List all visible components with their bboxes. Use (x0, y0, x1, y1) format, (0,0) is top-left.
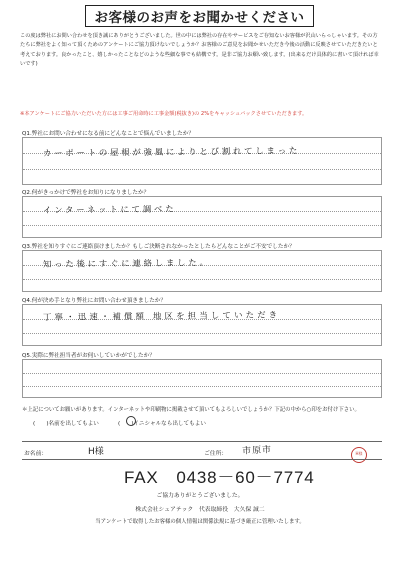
question-2-label: Q2.何がきっかけで弊社をお知りになりましたか？ (22, 190, 150, 196)
answer-box-4 (22, 304, 382, 346)
fax-number: FAX 0438－60－7774 (124, 468, 315, 487)
consent-option-name: ( )名前を出してもよい (33, 421, 99, 427)
answer-box-3 (22, 250, 382, 292)
selected-circle-mark (126, 416, 136, 426)
answer-line (23, 225, 381, 226)
consent-option-initial: ( )イニシャルなら出してもよい (118, 421, 206, 427)
answer-box-1 (22, 137, 382, 185)
intro-paragraph: この度は弊社にお問い合わせを頂き誠にありがとうございました。世の中には弊社の存在やサービスをご存知ないお客様が沢山いらっしゃいます。その方たちに弊社をよく知って頂くためのアンケートにご協力頂けないでしょうか？お客様のご意見をお聞かせいただき今後の活動に反映させていただきたいと考えております。良かったこと、嬉しかったことなどのような些細な事でも結構です。是非ご協力お願い致します。(出来るだけ具体的に書いて頂ければ幸いです) (20, 33, 379, 68)
company-signature: 株式会社シェアテック 代表取締役 大久保 誠二 (135, 507, 265, 513)
personal-seal-stamp: H様 (351, 447, 367, 463)
form-row-top-border (22, 441, 382, 442)
question-5-label: Q5.実際に弊社担当者がお伺いしていかがでしたか？ (22, 353, 155, 359)
answer-box-5 (22, 359, 382, 398)
answer-box-2 (22, 196, 382, 238)
answer-1-text: カーポートの屋根が強風によりとび割れてしまった (42, 145, 301, 158)
name-label: お名前： (24, 451, 48, 457)
answer-2-text: インターネットにて調べた (42, 203, 177, 215)
answer-line (23, 169, 381, 170)
address-label: ご住所： (204, 451, 228, 457)
answer-3-text: 知った後にすぐに連絡しました。 (42, 257, 211, 269)
answer-4-text: 丁寧・迅速・補償額 地区を担当していただき (42, 309, 281, 322)
cashback-note: ※本アンケートにご協力いただいた方には工事ご用命時に工事金額(税抜き)の 2%をキャッシュバックさせていただきます。 (20, 111, 308, 117)
name-value: H様 (88, 447, 104, 457)
page-title: お客様のお声をお聞かせください (85, 5, 314, 27)
privacy-notice: 当アンケートで取得したお客様の個人情報は関係法規に基づき厳正に管理いたします。 (95, 519, 305, 525)
question-4-label: Q4.何が決め手となり弊社にお問い合わせ頂きましたか？ (22, 298, 166, 304)
answer-line (23, 279, 381, 280)
answer-line (23, 386, 381, 387)
form-row-bottom-border (22, 459, 382, 460)
answer-line (23, 333, 381, 334)
question-1-label: Q1.弊社にお問い合わせになる前にどんなことで悩んでいましたか？ (22, 131, 194, 137)
consent-text: ＊上記についてお願いがあります。インターネットや印刷物に掲載させて頂いてもよろしいでしょうか？下記の中から○印をお付け下さい。 (22, 407, 360, 413)
answer-line (23, 373, 381, 374)
address-value: 市原市 (241, 445, 273, 457)
thanks-text: ご協力ありがとうございました。 (156, 493, 244, 499)
question-3-label: Q3.弊社を知りすぐにご連絡頂けましたか？もしご決断されなかったとしたらどんなことがご不安でしたか？ (22, 244, 295, 250)
